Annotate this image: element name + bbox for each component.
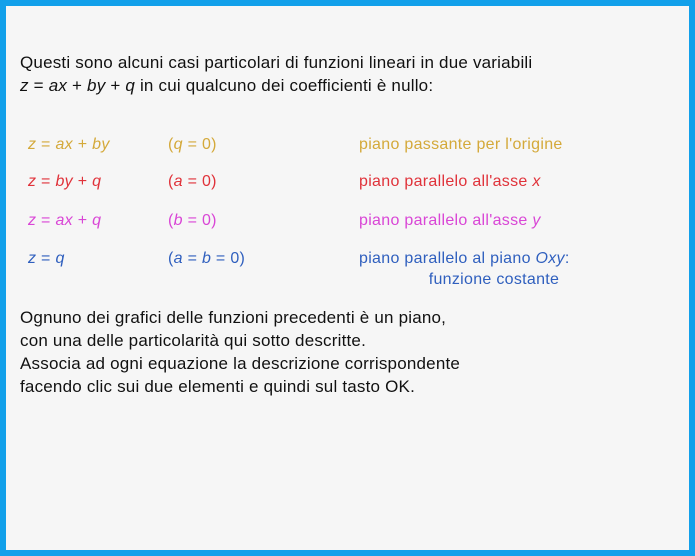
plus-sign: + (105, 76, 126, 95)
description-item[interactable]: piano parallelo all'asse x (359, 173, 541, 190)
instructions-line-4: facendo clic sui due elementi e quindi sul tasto OK. (20, 377, 416, 396)
equation-item[interactable]: z = q (28, 250, 65, 267)
equation-item[interactable]: z = ax + q (28, 212, 102, 229)
var-a: a (48, 76, 59, 95)
intro-text (20, 51, 680, 97)
description-item[interactable]: piano parallelo all'asse y (359, 212, 541, 229)
instructions-line-1: Ognuno dei grafici delle funzioni precedenti è un piano, (20, 308, 447, 327)
condition-label: (b = 0) (168, 212, 217, 229)
instructions-line-3: Associa ad ogni equazione la descrizione corrispondente (20, 354, 461, 373)
var-b: b (87, 76, 97, 95)
intro-line-2 (20, 74, 680, 97)
var-q: q (125, 76, 136, 95)
description-item-line-2[interactable]: funzione costante (428, 271, 560, 288)
equation-item[interactable]: z = ax + by (28, 136, 110, 153)
var-x: x (58, 76, 68, 95)
intro-line-1: Questi sono alcuni casi particolari di funzioni lineari in due variabili (20, 53, 533, 72)
description-item[interactable]: piano parallelo al piano Oxy: (359, 250, 570, 267)
equation-item[interactable]: z = by + q (28, 173, 102, 190)
exercise-panel (6, 6, 689, 550)
instructions-text (20, 306, 460, 398)
equals-sign: = (28, 76, 49, 95)
description-item[interactable]: piano passante per l'origine (359, 136, 563, 153)
var-y: y (96, 76, 106, 95)
var-z: z (20, 76, 29, 95)
plus-sign: + (67, 76, 88, 95)
intro-line-2-rest: in cui qualcuno dei coefficienti è nullo: (135, 76, 434, 95)
condition-label: (a = 0) (168, 173, 217, 190)
condition-label: (q = 0) (168, 136, 217, 153)
condition-label: (a = b = 0) (168, 250, 246, 267)
instructions-line-2: con una delle particolarità qui sotto descritte. (20, 331, 367, 350)
